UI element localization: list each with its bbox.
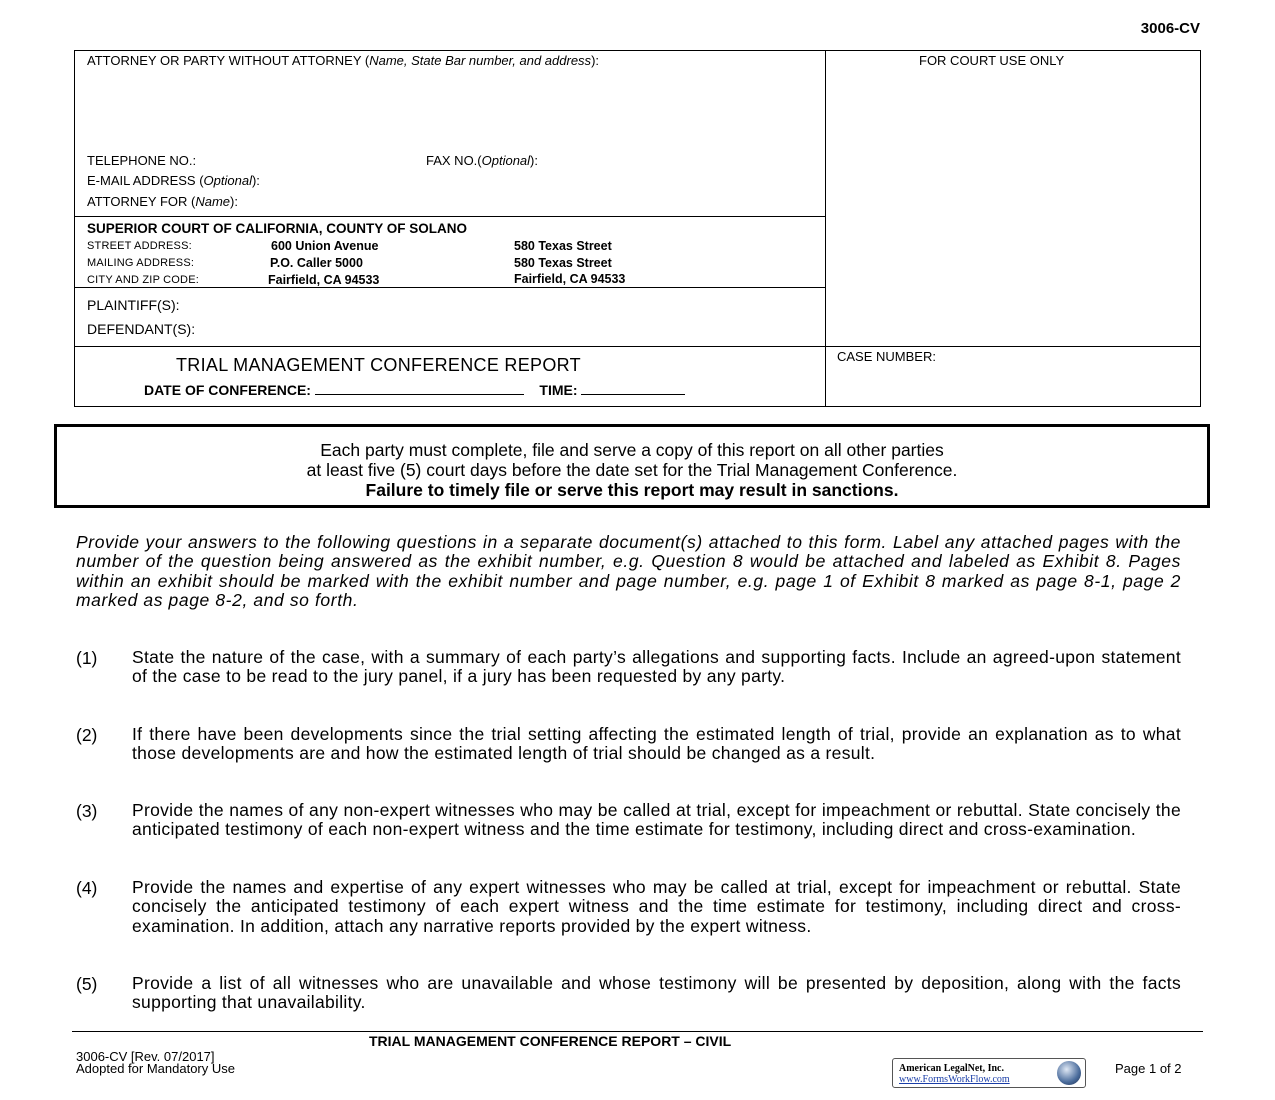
mailing-address-label: MAILING ADDRESS: — [87, 257, 195, 269]
caption-bottom-border — [74, 406, 1201, 407]
date-of-conference-field[interactable] — [315, 394, 524, 395]
notice-line-1: Each party must complete, file and serve a copy of this report on all other parties — [320, 440, 944, 460]
footer-rule — [72, 1031, 1203, 1032]
court-section-divider — [74, 216, 825, 217]
question-1-text: State the nature of the case, with a summary of each party’s allegations and supporting facts. Include an agreed-upon statement of the case to be read to the jury panel, if a jury has been requested by any party. — [132, 647, 1181, 687]
caption-left-border — [74, 50, 75, 407]
city-zip-label: CITY AND ZIP CODE: — [87, 274, 199, 286]
report-title: TRIAL MANAGEMENT CONFERENCE REPORT — [176, 355, 581, 375]
defendant-label: DEFENDANT(S): — [87, 321, 196, 337]
court-name: SUPERIOR COURT OF CALIFORNIA, COUNTY OF SOLANO — [87, 221, 468, 236]
street-address-1: 600 Union Avenue — [271, 239, 379, 253]
date-of-conference: DATE OF CONFERENCE: TIME: — [144, 382, 685, 398]
street-address-2: 580 Texas Street — [514, 239, 612, 253]
form-code: 3006-CV — [1140, 20, 1200, 37]
question-2-number: (2) — [76, 725, 98, 745]
telephone-label: TELEPHONE NO.: — [87, 153, 197, 168]
email-label: E-MAIL ADDRESS (Optional): — [87, 173, 260, 188]
parties-section-divider — [74, 287, 825, 288]
footer-title: TRIAL MANAGEMENT CONFERENCE REPORT – CIVIL — [369, 1033, 732, 1049]
case-number-label: CASE NUMBER: — [837, 349, 936, 364]
question-5-text: Provide a list of all witnesses who are unavailable and whose testimony will be presented by deposition, along with the facts supporting that unavailability. — [132, 973, 1181, 1013]
court-use-label: FOR COURT USE ONLY — [919, 53, 1065, 68]
city-zip-2: Fairfield, CA 94533 — [514, 272, 626, 286]
notice-line-2: at least five (5) court days before the date set for the Trial Management Conference. — [306, 460, 958, 480]
logo-company-name: American LegalNet, Inc. — [899, 1063, 1004, 1074]
notice-box — [54, 424, 1210, 508]
question-4-text: Provide the names and expertise of any expert witnesses who may be called at trial, except for impeachment or rebuttal. State concisely the anticipated testimony of each expert witness and the time estimate for testimony, including direct and cross-examination. In addition, attach any narrative reports provided by the expert witness. — [132, 877, 1181, 936]
intro-paragraph: Provide your answers to the following questions in a separate document(s) attached to this form. Label any attached pages with the number of the question being answered as the exhibit number, e.g. Question 8 would be attached and labeled as Exhibit 8. Pages within an exhibit should be marked with the exhibit number and page number, e.g. page 1 of Exhibit 8 marked as page 8-1, page 2 marked as page 8-2, and so forth. — [76, 532, 1181, 610]
title-section-divider — [74, 346, 1201, 347]
question-3-text: Provide the names of any non-expert witnesses who may be called at trial, except for impeachment or rebuttal. State concisely the anticipated testimony of each non-expert witness and the time estimate for testimony, including direct and cross-examination. — [132, 800, 1181, 840]
city-zip-1: Fairfield, CA 94533 — [268, 273, 380, 287]
caption-divider-vertical — [825, 50, 826, 407]
page-number: Page 1 of 2 — [1115, 1061, 1182, 1076]
street-address-label: STREET ADDRESS: — [87, 240, 192, 252]
american-legalnet-logo[interactable] — [892, 1058, 1086, 1088]
question-2-text: If there have been developments since the trial setting affecting the estimated length of trial, provide an explanation as to what those developments are and how the estimated length of trial should be changed as a result. — [132, 724, 1181, 764]
globe-icon — [1057, 1061, 1081, 1085]
mailing-address-1: P.O. Caller 5000 — [270, 256, 363, 270]
attorney-for-label: ATTORNEY FOR (Name): — [87, 194, 238, 209]
question-5-number: (5) — [76, 974, 98, 994]
caption-top-border — [74, 50, 1201, 51]
footer-adopted: Adopted for Mandatory Use — [76, 1061, 235, 1076]
footer-rev: 3006-CV [Rev. 07/2017] — [76, 1049, 215, 1064]
attorney-label: ATTORNEY OR PARTY WITHOUT ATTORNEY (Name, State Bar number, and address): — [87, 53, 600, 68]
question-1-number: (1) — [76, 648, 98, 668]
plaintiff-label: PLAINTIFF(S): — [87, 297, 180, 313]
fax-label: FAX NO.(Optional): — [426, 153, 538, 168]
caption-right-border — [1200, 50, 1201, 407]
logo-url-link[interactable]: www.FormsWorkFlow.com — [899, 1074, 1010, 1085]
question-4-number: (4) — [76, 878, 98, 898]
time-field[interactable] — [581, 394, 685, 395]
notice-line-3: Failure to timely file or serve this report may result in sanctions. — [365, 480, 899, 500]
mailing-address-2: 580 Texas Street — [514, 256, 612, 270]
question-3-number: (3) — [76, 801, 98, 821]
